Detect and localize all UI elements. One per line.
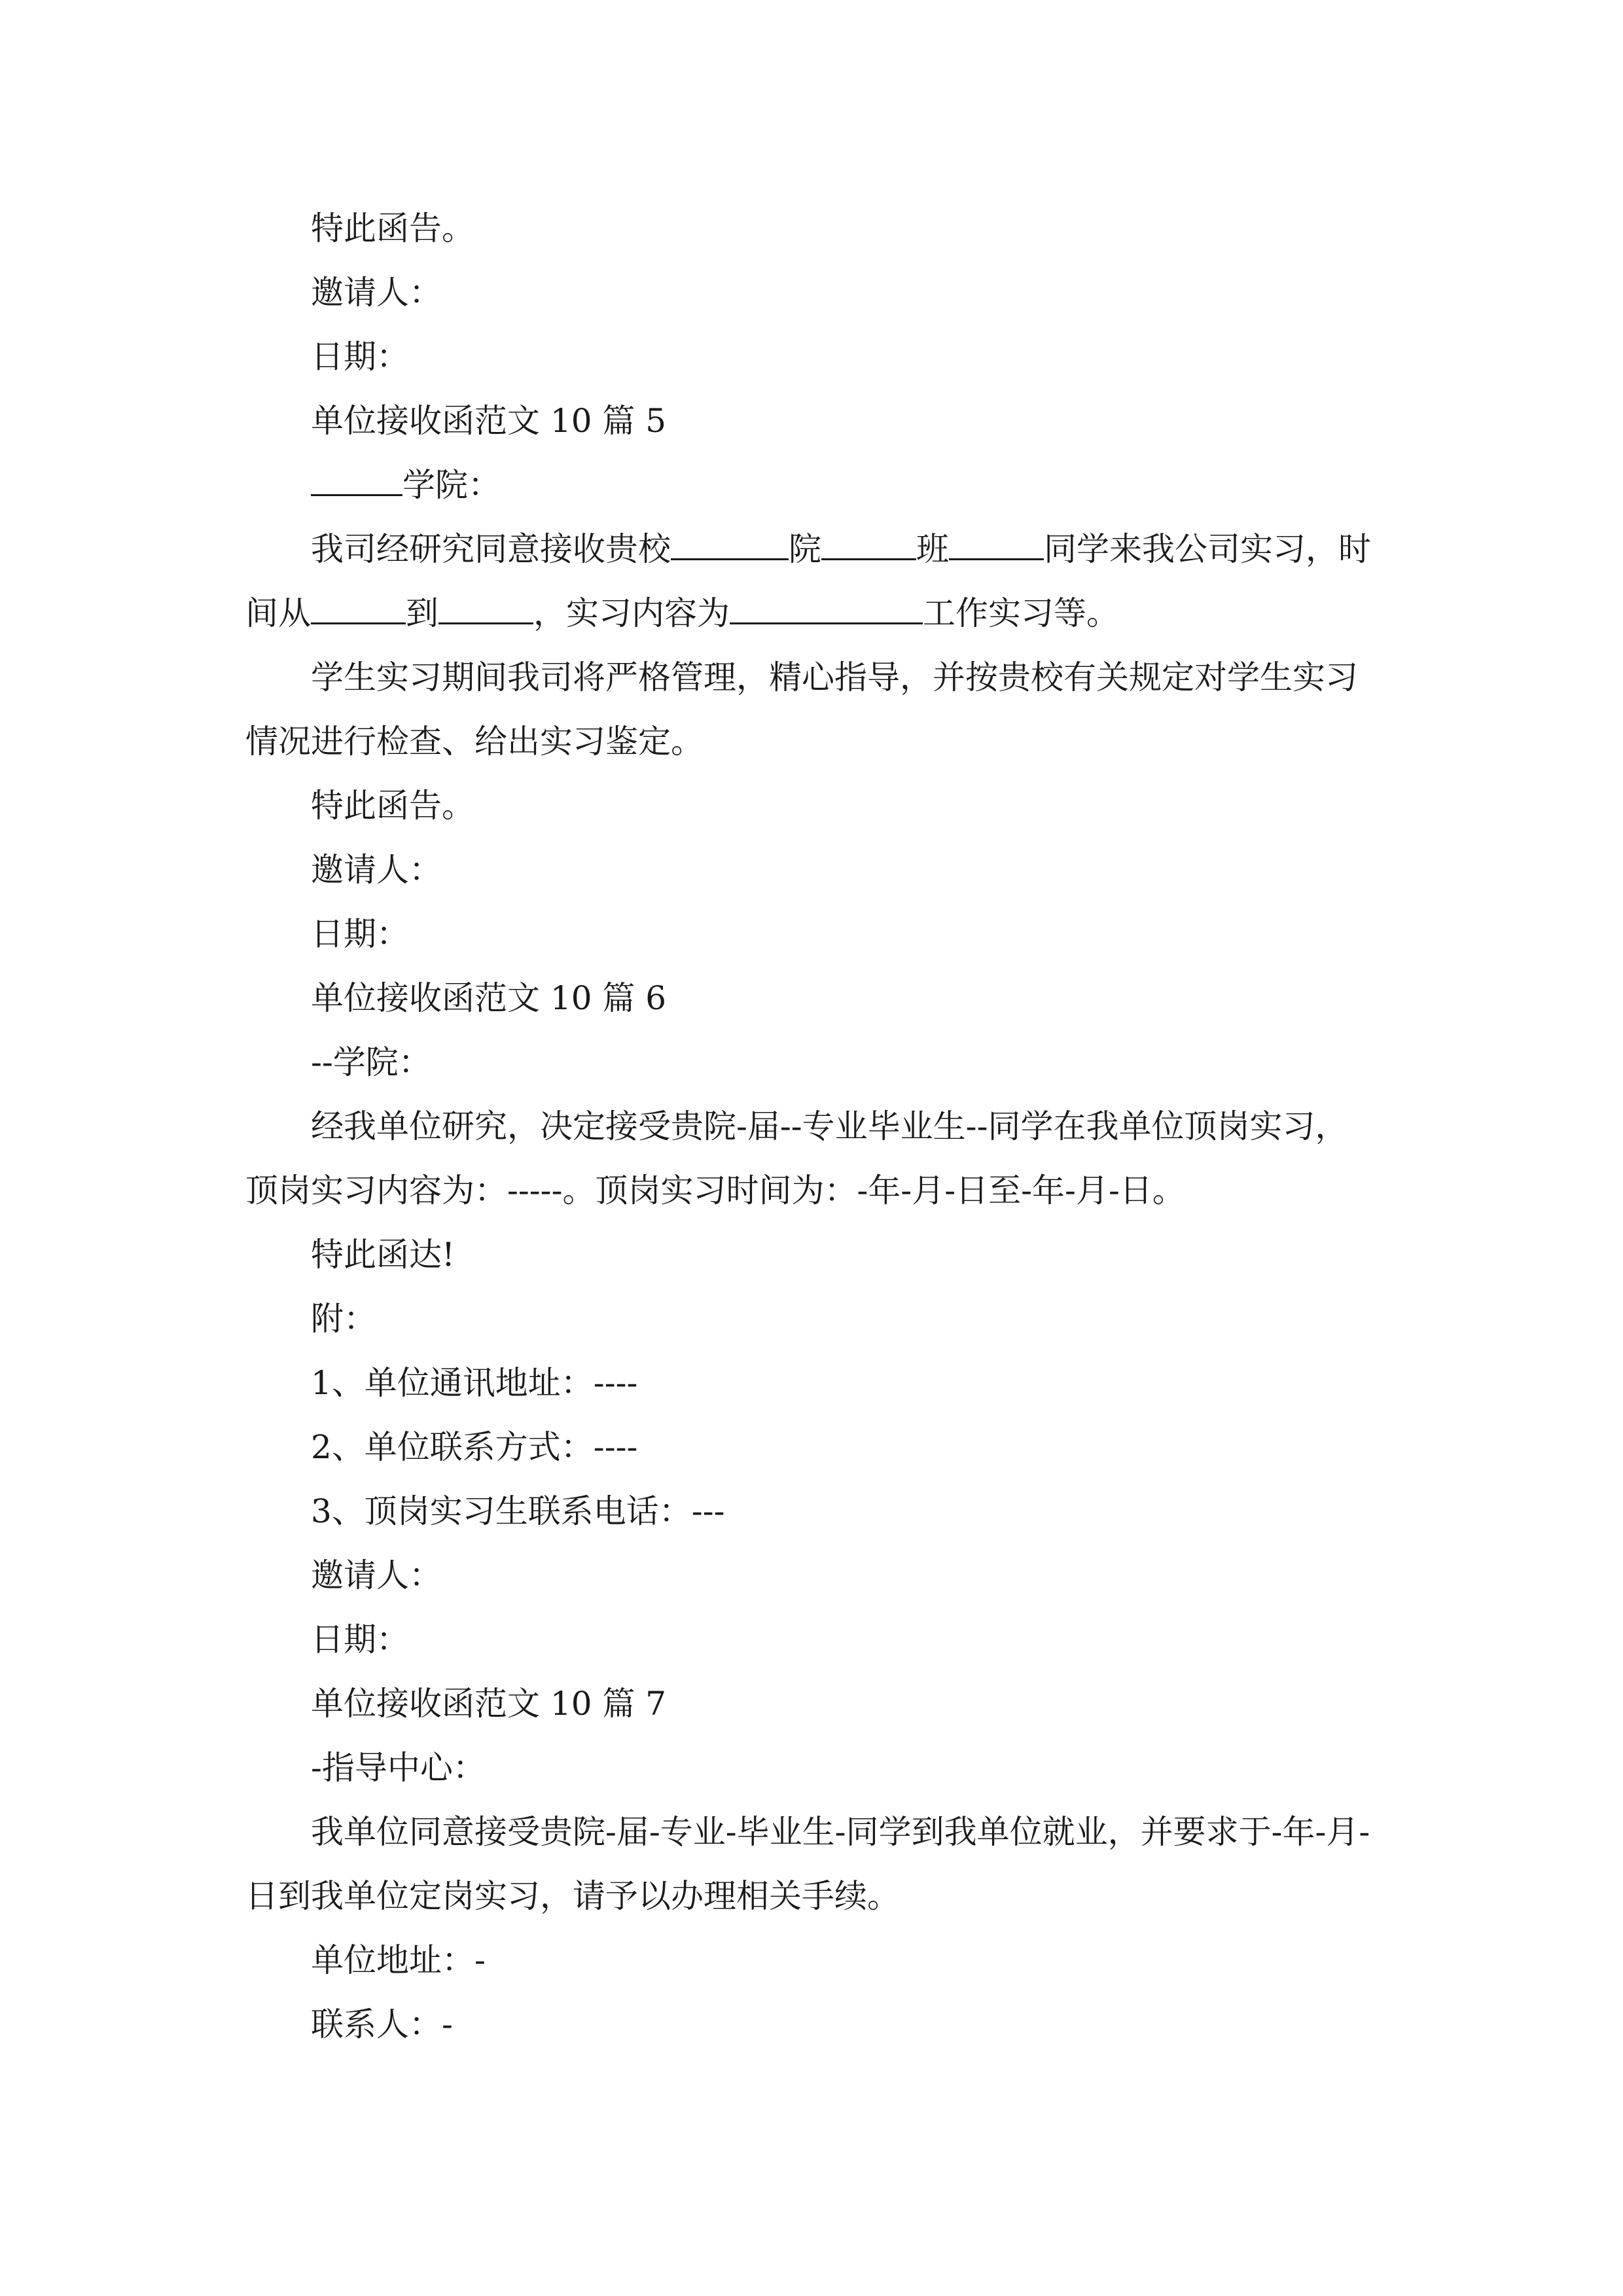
body-paragraph: 学生实习期间我司将严格管理，精心指导，并按贵校有关规定对学生实习情况进行检查、给出实习鉴定。	[245, 658, 1358, 761]
blank-field	[311, 461, 402, 496]
closing-line: 特此函达!	[311, 1236, 455, 1274]
addressee-line: -指导中心：	[311, 1749, 486, 1787]
contact-line: 联系人：-	[311, 2005, 453, 2043]
blank-field	[438, 590, 533, 624]
body-text: 工作实习等。	[923, 594, 1119, 632]
closing-line: 特此函告。	[311, 209, 474, 247]
inviter-line: 邀请人：	[311, 851, 442, 889]
closing-line: 特此函告。	[311, 787, 474, 825]
blank-field	[949, 526, 1044, 560]
inviter-line: 邀请人：	[311, 274, 442, 312]
body-text: 同学来我公司实习，时间从	[245, 530, 1371, 632]
body-text: 到	[406, 594, 438, 632]
addressee-line	[245, 453, 1378, 517]
addressee-line: --学院：	[311, 1043, 431, 1081]
letter-heading: 单位接收函范文 10 篇 7	[311, 1685, 667, 1723]
attachment-item: 2、单位联系方式：----	[311, 1428, 638, 1466]
body-text: 班	[916, 530, 949, 568]
attachment-label: 附：	[311, 1300, 376, 1338]
document-body	[245, 196, 1378, 2056]
blank-field	[821, 526, 916, 560]
date-line: 日期：	[311, 915, 409, 953]
inviter-line: 邀请人：	[311, 1556, 442, 1594]
letter-heading: 单位接收函范文 10 篇 6	[311, 979, 667, 1017]
blank-field	[311, 590, 406, 624]
blank-field	[730, 590, 923, 624]
body-paragraph: 我单位同意接受贵院-届-专业-毕业生-同学到我单位就业，并要求于-年-月-日到我单位定岗实习，请予以办理相关手续。	[245, 1813, 1370, 1915]
body-text: ，实习内容为	[533, 594, 730, 632]
body-paragraph: 经我单位研究，决定接受贵院-届--专业毕业生--同学在我单位顶岗实习，顶岗实习内容为：-----。顶岗实习时间为：-年-月-日至-年-月-日。	[245, 1107, 1348, 1210]
addressee-label: 学院：	[402, 466, 501, 504]
body-text: 院	[789, 530, 821, 568]
blank-field	[671, 526, 789, 560]
date-line: 日期：	[311, 338, 409, 376]
attachment-item: 1、单位通讯地址：----	[311, 1364, 638, 1402]
attachment-item: 3、顶岗实习生联系电话：---	[311, 1492, 725, 1530]
date-line: 日期：	[311, 1621, 409, 1659]
letter-heading: 单位接收函范文 10 篇 5	[311, 402, 667, 440]
body-paragraph	[245, 517, 1378, 645]
body-text: 我司经研究同意接收贵校	[311, 530, 671, 568]
address-line: 单位地址：-	[311, 1941, 486, 1979]
